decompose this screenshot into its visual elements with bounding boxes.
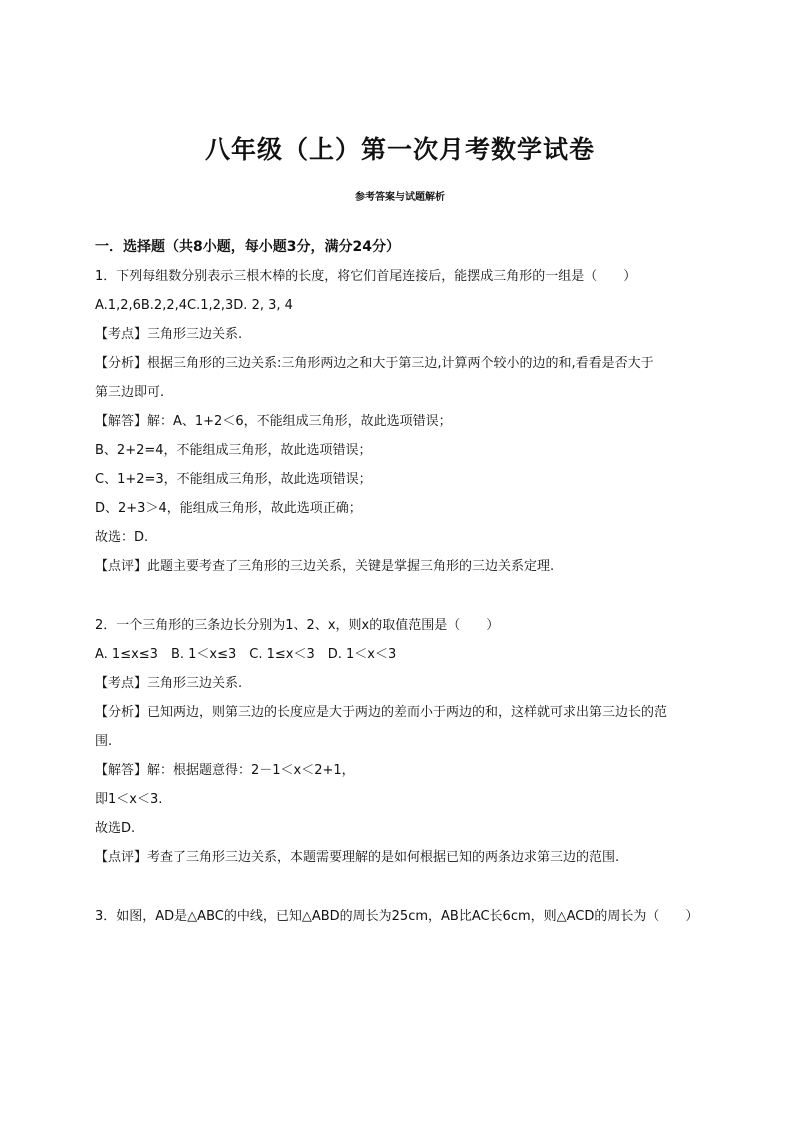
q2-options: A. 1≤x≤3 B. 1＜x≤3 C. 1≤x＜3 D. 1＜x＜3 [95, 647, 397, 662]
q1-jieda-line2: B、2+2=4，不能组成三角形，故此选项错误； [95, 443, 372, 458]
q2-jieda-line1: 【解答】解：根据题意得：2－1＜x＜2+1， [95, 763, 355, 778]
q1-fenxi-line1: 【分析】根据三角形的三边关系:三角形两边之和大于第三边,计算两个较小的边的和,看看是否大于 [95, 356, 654, 371]
q2-jieda-line2: 即1＜x＜3. [95, 792, 163, 807]
q1-jieda-line4: D、2+3＞4，能组成三角形，故此选项正确； [95, 501, 362, 516]
q1-jieda-line5: 故选：D. [95, 530, 149, 545]
q2-fenxi-line1: 【分析】已知两边，则第三边的长度应是大于两边的差而小于两边的和，这样就可求出第三边长的范 [95, 705, 668, 720]
q2-fenxi-line2: 围. [95, 734, 113, 749]
q1-jieda-line1: 【解答】解：A、1+2＜6，不能组成三角形，故此选项错误； [95, 414, 452, 429]
q1-jieda-line3: C、1+2=3，不能组成三角形，故此选项错误； [95, 472, 372, 487]
q1-options: A.1,2,6B.2,2,4C.1,2,3D. 2, 3, 4 [95, 298, 293, 313]
q2-kaodian: 【考点】三角形三边关系. [95, 676, 243, 691]
q1-kaodian: 【考点】三角形三边关系. [95, 327, 243, 342]
q1-dianping: 【点评】此题主要考查了三角形的三边关系，关键是掌握三角形的三边关系定理. [95, 559, 555, 574]
q3-stem: 3．如图，AD是△ABC的中线，已知△ABD的周长为25cm，AB比AC长6cm，则△ACD的周长为（ ） [95, 909, 699, 924]
q2-dianping: 【点评】考查了三角形三边关系，本题需要理解的是如何根据已知的两条边求第三边的范围. [95, 850, 620, 865]
q2-jieda-line3: 故选D. [95, 821, 136, 836]
page-title: 八年级（上）第一次月考数学试卷 [204, 135, 595, 164]
q1-stem: 1．下列每组数分别表示三根木棒的长度，将它们首尾连接后，能摆成三角形的一组是（ ） [95, 269, 637, 284]
q1-fenxi-line2: 第三边即可. [95, 385, 165, 400]
page-subtitle: 参考答案与试题解析 [355, 192, 445, 203]
q2-stem: 2．一个三角形的三条边长分别为1、2、x，则x的取值范围是（ ） [95, 618, 500, 633]
section-heading: 一．选择题（共8小题，每小题3分，满分24分） [95, 239, 400, 255]
